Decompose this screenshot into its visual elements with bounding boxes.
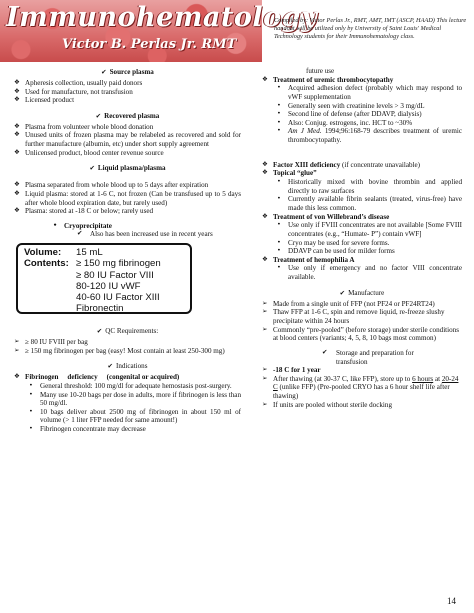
diamond-bullet-icon: ❖ [14, 206, 20, 215]
arrow-bullet-icon: ➢ [262, 307, 268, 316]
list-item: ❖ Apheresis collection, usually paid donors [14, 77, 143, 87]
section-heading: ✔ Indications [107, 362, 148, 371]
dot-bullet-icon: • [277, 83, 281, 92]
banner-image [0, 0, 318, 62]
list-item: ➢ ≥ 150 mg fibrinogen per bag (easy! Most contain at least 250-300 mg) [14, 345, 225, 355]
diamond-bullet-icon: ❖ [14, 130, 20, 139]
contents-item: ≥ 150 mg fibrinogen [76, 258, 161, 270]
list-item: ❖ Topical “glue” [262, 168, 317, 178]
contents-label: Contents: [24, 258, 69, 270]
dot-bullet-icon: • [277, 100, 281, 109]
arrow-bullet-icon: ➢ [14, 345, 20, 354]
sub-item: • Use only if emergency and no factor VIII concentrate available. [277, 263, 462, 282]
page-number: 14 [447, 596, 456, 606]
section-heading-cont: transfusion [336, 357, 368, 366]
list-item: ❖ Licensed product [14, 95, 75, 105]
diamond-bullet-icon: ❖ [262, 254, 268, 263]
diamond-bullet-icon: ❖ [14, 188, 20, 197]
dot-bullet-icon: • [277, 237, 281, 246]
left-column [14, 67, 241, 434]
contents-item: 40-60 IU Factor XIII [76, 291, 160, 303]
section-heading: ✔ Recovered plasma [95, 111, 160, 120]
dot-bullet-icon: • [53, 220, 58, 229]
sub-item: • Also: Conjug. estrogens, inc. HCT to ~30% [277, 117, 413, 127]
sub-item: • General threshold: 100 mg/dl for adequate hemostasis post-surgery. [29, 380, 232, 390]
sub-item: • Currently available fibrin sealants (treated, virus-free) have made this less common. [277, 194, 462, 212]
diamond-bullet-icon: ❖ [14, 77, 20, 86]
checkmark-icon: ✔ [95, 111, 102, 120]
header-banner [0, 0, 474, 64]
sub-item: • DDAVP can be used for milder forms [277, 246, 395, 256]
dot-bullet-icon: • [277, 117, 281, 126]
sub-item: • Acquired adhesion defect (probably which may respond to vWF supplementation [277, 83, 462, 101]
list-item: ➢ Made from a single unit of FFP (not PF24 or PF24RT24) [262, 298, 435, 308]
diamond-bullet-icon: ❖ [262, 211, 268, 220]
checkmark-icon: ✔ [107, 362, 113, 371]
sub-item: • Generally seen with creatinine levels > 3 mg/dL [277, 100, 425, 110]
dot-bullet-icon: • [277, 109, 281, 118]
checkmark-icon: ✔ [96, 327, 103, 336]
list-item: ❖ Treatment of von Willebrand’s disease [262, 211, 390, 221]
list-item: ❖ Plasma: stored at -18 C or below; rarely used [14, 206, 154, 216]
section-heading: ✔ Storage and preparation for [322, 347, 414, 357]
checkmark-icon: ✔ [322, 347, 328, 356]
dot-bullet-icon: • [277, 246, 281, 255]
list-item: ➢ If units are pooled without sterile docking [262, 399, 392, 409]
arrow-bullet-icon: ➢ [14, 337, 20, 346]
diamond-bullet-icon: ❖ [14, 372, 20, 381]
list-item: ❖ Unlicensed product, blood center revenue source [14, 147, 164, 157]
volume-label: Volume: [24, 247, 62, 259]
list-item: ➢ After thawing (at 30-37 C, like FFP), store up to 6 hours at 20-24 C (unlike FFP) (Pre-pooled CRYO has a 6 hour shelf life after thawing) [262, 373, 459, 401]
list-item: ✔ Also has been increased use in recent years [77, 229, 213, 239]
diamond-bullet-icon: ❖ [14, 147, 20, 156]
list-item: ❖ Used for manufacture, not transfusion [14, 86, 133, 96]
arrow-bullet-icon: ➢ [262, 373, 268, 382]
sub-item: • Fibrinogen concentrate may decrease [29, 424, 146, 434]
arrow-bullet-icon: ➢ [262, 324, 268, 333]
cryo-volume-contents-box [16, 243, 192, 314]
diamond-bullet-icon: ❖ [14, 121, 20, 130]
dot-bullet-icon: • [29, 389, 33, 398]
diamond-bullet-icon: ❖ [262, 168, 268, 177]
list-item: ❖ Plasma separated from whole blood up to 5 days after expiration [14, 180, 209, 190]
sub-item: • Am J Med. 1994;96:168-79 describes treatment of uremic thrombocytopathy. [277, 126, 462, 145]
diamond-bullet-icon: ❖ [14, 180, 20, 189]
sub-item: • Use only if FVIII concentrates are not available [Some FVIII concentrates (e.g., “Humate- P”) contain vWF] [277, 220, 462, 238]
arrow-bullet-icon: ➢ [262, 298, 268, 307]
dot-bullet-icon: • [277, 126, 281, 135]
banner-title: Immunohematology [6, 2, 318, 33]
list-item: ❖ Fibrinogen deficiency (congenital or acquired) [14, 372, 180, 382]
contents-item: ≥ 80 IU Factor VIII [76, 269, 154, 281]
list-item: ➢ ≥ 80 IU FVIII per bag [14, 337, 88, 347]
checkmark-icon: ✔ [77, 229, 83, 238]
dot-bullet-icon: • [29, 380, 33, 389]
list-item: ➢ -18 C for 1 year [262, 365, 321, 375]
diamond-bullet-icon: ❖ [14, 95, 20, 104]
sub-item: • Cryo may be used for severe forms. [277, 237, 390, 247]
sub-item: • Historically mixed with bovine thrombin and applied directly to raw surfaces [277, 177, 462, 195]
contents-item: Fibronectin [76, 303, 124, 315]
sub-item: • Many use 10-20 bags per dose in adults, more if fibrinogen is less than 50 mg/dl. [29, 389, 241, 408]
list-item: ➢ Commonly “pre-pooled” (before storage) under sterile conditions at blood centers (variants; 4, 5, 8, 10 bags most common) [262, 324, 459, 343]
right-column [262, 67, 462, 409]
dot-bullet-icon: • [277, 177, 281, 186]
diamond-bullet-icon: ❖ [262, 159, 268, 168]
sub-item: • 10 bags deliver about 2500 mg of fibrinogen in about 150 ml of volume (> 1 liter FFP needed for same amount!) [29, 406, 241, 425]
cryo-heading: • Cryoprecipitate [53, 220, 112, 230]
list-item: ❖ Unused units of frozen plasma may be relabeled as recovered and sold for further manufacture (albumin, etc) under short supply agreement [14, 130, 241, 149]
dot-bullet-icon: • [277, 263, 281, 272]
compiled-by-note: Compiled by: Victor Perlas Jr., RMT, AMT, IMT (ASCP, HAAD) This lecture handout will be utilized only by University of Saint Louis' Medical Technology students for their Immunohematology class. [274, 17, 467, 41]
list-item: ➢ Thaw FFP at 1-6 C, spin and remove liquid, re-freeze slushy precipitate within 24 hours [262, 307, 445, 325]
diamond-bullet-icon: ❖ [14, 86, 20, 95]
sub-item: • Second line of defense (after DDAVP, dialysis) [277, 109, 422, 119]
checkmark-icon: ✔ [89, 164, 95, 173]
section-heading: ✔ Source plasma [101, 68, 154, 76]
dot-bullet-icon: • [277, 194, 281, 203]
list-item: ❖ Treatment of hemophilia A [262, 254, 355, 264]
contents-item: 80-120 IU vWF [76, 280, 141, 292]
list-item: ❖ Factor XIII deficiency (if concentrate unavailable) [262, 159, 421, 169]
checkmark-icon: ✔ [101, 68, 107, 76]
continued-line: future use [306, 67, 335, 75]
list-item: ❖ Liquid plasma: stored at 1-6 C, not frozen (Can be transfused up to 5 days after whole blood expiration date, but rarely used) [14, 188, 241, 207]
banner-author: Victor B. Perlas Jr. RMT [62, 37, 237, 52]
arrow-bullet-icon: ➢ [262, 365, 268, 374]
section-heading: ✔ Manufacture [339, 288, 385, 297]
dot-bullet-icon: • [277, 220, 281, 229]
section-heading: ✔ QC Requirements: [96, 327, 159, 336]
dot-bullet-icon: • [29, 424, 33, 433]
diamond-bullet-icon: ❖ [262, 74, 268, 83]
list-item: ❖ Treatment of uremic thrombocytopathy [262, 74, 394, 84]
list-item: ❖ Plasma from volunteer whole blood donation [14, 121, 154, 131]
checkmark-icon: ✔ [339, 288, 346, 297]
volume-value: 15 mL [76, 247, 103, 259]
arrow-bullet-icon: ➢ [262, 399, 268, 408]
dot-bullet-icon: • [29, 406, 33, 415]
section-heading: ✔ Liquid plasma/plasma [89, 164, 166, 173]
